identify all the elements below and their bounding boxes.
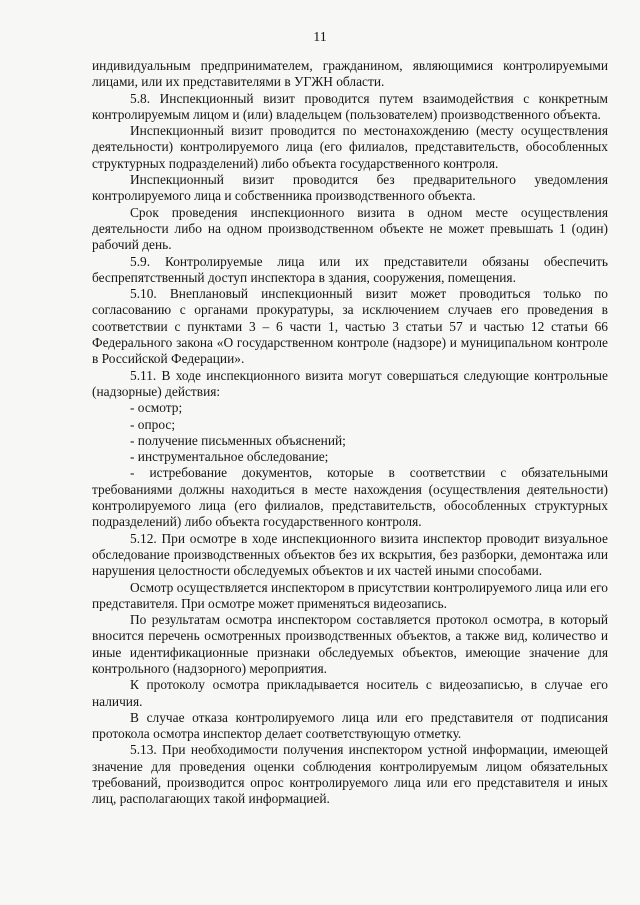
paragraph: В случае отказа контролируемого лица или его представителя от подписания протокола осмотра инспектор делает соответствующую отметку. <box>92 709 608 742</box>
list-item: - получение письменных объяснений; <box>130 432 346 448</box>
paragraph: По результатам осмотра инспектором составляется протокол осмотра, в который вносится перечень осмотренных производственных объектов, а также вид, количество и иные идентификационные признаки обследуемых объектов, имеющие значение для контрольного (надзорного) мероприятия. <box>92 612 608 676</box>
document-body <box>92 58 608 808</box>
list-item: - инструментальное обследование; <box>130 449 329 465</box>
paragraph: индивидуальным предпринимателем, гражданином, являющимися контролируемыми лицами, или их представителями в УГЖН области. <box>92 58 608 90</box>
paragraph: 5.13. При необходимости получения инспектором устной информации, имеющей значение для проведения оценки соблюдения контролируемым лицом обязательных требований, производится опрос контролируемого лица или его представителя и иных лиц, располагающих такой информацией. <box>92 742 608 807</box>
paragraph: 5.12. При осмотре в ходе инспекционного визита инспектор проводит визуальное обследование производственных объектов без их вскрытия, без разборки, демонтажа или нарушения целостности обследуемых объектов и их частей иными способами. <box>92 530 608 579</box>
paragraph: 5.8. Инспекционный визит проводится путем взаимодействия с конкретным контролируемым лицом и (или) владельцем (пользователем) производственного объекта. <box>92 90 608 122</box>
paragraph: Осмотр осуществляется инспектором в присутствии контролируемого лица или его представителя. При осмотре может применяться видеозапись. <box>92 579 608 611</box>
paragraph: 5.10. Внеплановый инспекционный визит может проводиться только по согласованию с органами прокуратуры, за исключением случаев его проведения в соответствии с пунктами 3 – 6 части 1, частью 3 статьи 57 и частью 12 статьи 66 Федерального закона «О государственном контроле (надзоре) и муниципальном контроле в Российской Федерации». <box>92 286 608 367</box>
paragraph: Инспекционный визит проводится по местонахождению (месту осуществления деятельности) контролируемого лица (его филиалов, представительств, обособленных структурных подразделений) либо объекта государственного контроля. <box>92 123 608 171</box>
paragraph: Инспекционный визит проводится без предварительного уведомления контролируемого лица и собственника производственного объекта. <box>92 172 608 204</box>
paragraph: 5.11. В ходе инспекционного визита могут совершаться следующие контрольные (надзорные) действия: <box>92 367 608 399</box>
paragraph: - истребование документов, которые в соответствии с обязательными требованиями должны находиться в месте нахождения (осуществления деятельности) контролируемого лица (его филиалов, представительств, обособленных структурных подразделений) либо объекта государственного контроля. <box>92 465 608 530</box>
paragraph: 5.9. Контролируемые лица или их представители обязаны обеспечить беспрепятственный доступ инспектора в здания, сооружения, помещения. <box>92 253 608 285</box>
list-item: - опрос; <box>130 416 176 432</box>
paragraph: Срок проведения инспекционного визита в одном месте осуществления деятельности либо на одном производственном объекте не может превышать 1 (один) рабочий день. <box>92 204 608 253</box>
list-item: - осмотр; <box>130 400 183 416</box>
paragraph: К протоколу осмотра прикладывается носитель с видеозаписью, в случае его наличия. <box>92 677 608 709</box>
page-number: 11 <box>313 30 327 45</box>
